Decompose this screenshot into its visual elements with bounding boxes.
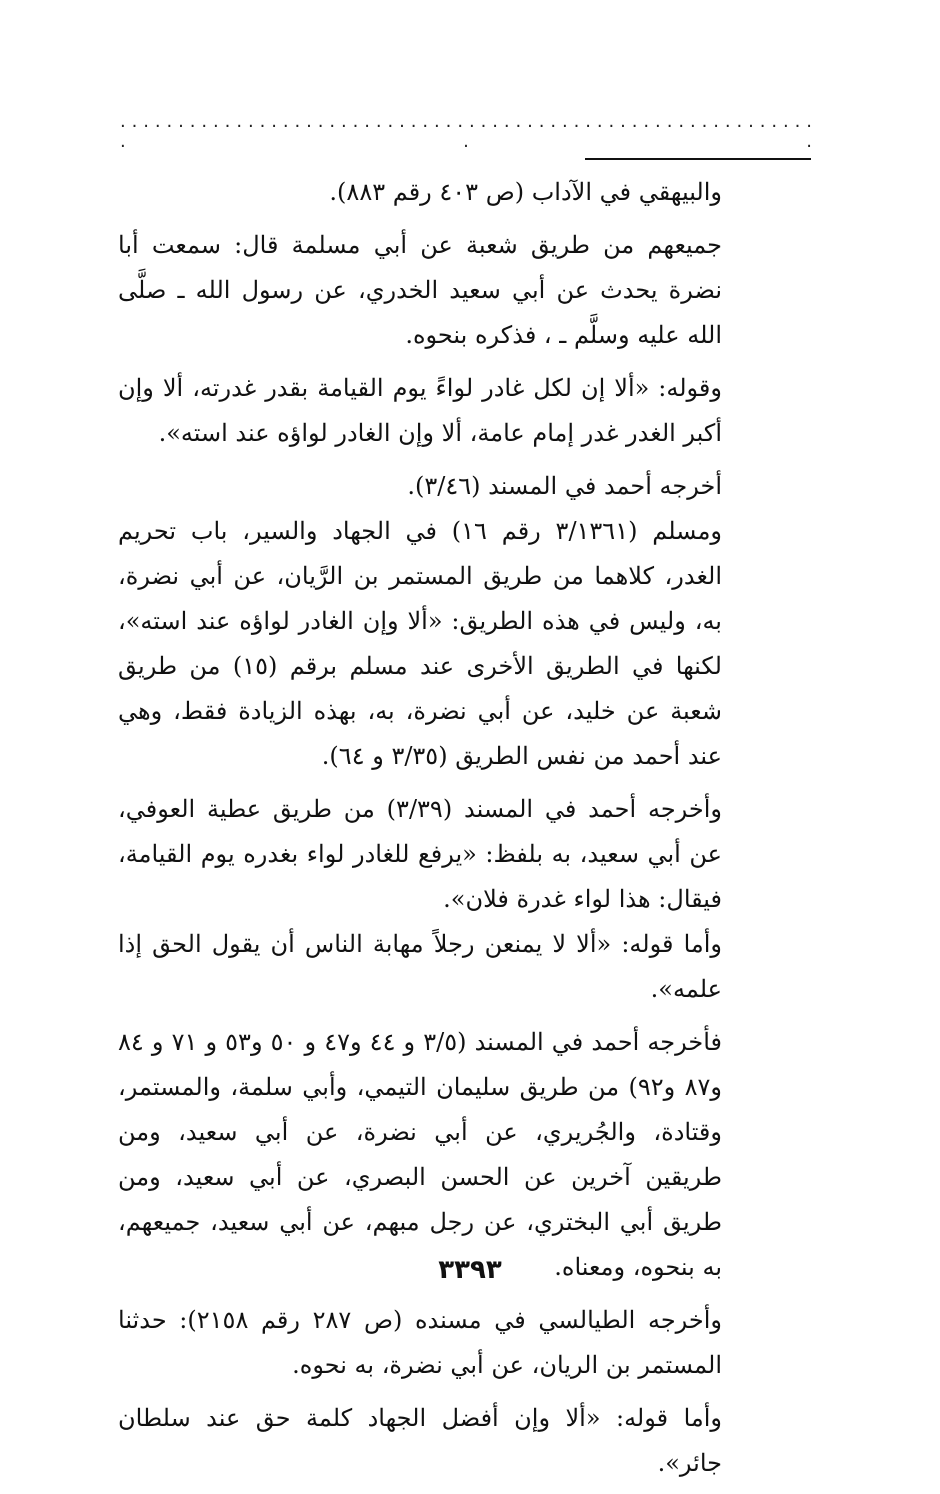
page-number: ٣٣٩٣ [438,1255,502,1285]
paragraph: وأما قوله: «ألا لا يمنعن رجلاً مهابة الناس أن يقول الحق إذا علمه». [118,930,722,1003]
paragraph: وقوله: «ألا إن لكل غادر لواءً يوم القيامة بقدر غدرته، ألا وإن أكبر الغدر غدر إمام عامة، ألا وإن الغادر لواؤه عند استه». [118,374,722,447]
paragraph: وأخرجه أحمد في المسند (٣/٣٩) من طريق عطية العوفي، عن أبي سعيد، به بلفظ: «يرفع للغادر لواء بغدره يوم القيامة، فيقال: هذا لواء غدرة فلان». [118,795,722,913]
page-body [118,170,722,1494]
paragraph: ومسلم (٣/١٣٦١ رقم ١٦) في الجهاد والسير، باب تحريم الغدر، كلاهما من طريق المستمر بن الرَّيان، عن أبي نضرة، به، وليس في هذه الطريق: «ألا وإن الغادر لواؤه عند استه»، لكنها في الطريق الأخرى عند مسلم برقم (١٥) من طريق شعبة عن خليد، عن أبي نضرة، به، بهذه الزيادة فقط، وهي عند أحمد من نفس الطريق (٣/٣٥ و ٦٤). [118,517,723,770]
paragraph: فأخرجه أحمد في المسند (٣/٥ و ٤٤ و٤٧ و ٥٠ و٥٣ و ٧١ و ٨٤ و٨٧ و٩٢) من طريق سليمان التيمي، وأبي سلمة، والمستمر، وقتادة، والجُريري، عن أبي نضرة، عن أبي سعيد، ومن طريقين آخرين عن الحسن البصري، عن أبي سعيد، ومن طريق أبي البختري، عن رجل مبهم، عن أبي سعيد، جميعهم، به بنحوه، ومعناه. [118,1028,723,1281]
top-dotted-line: . . . . . . . . . . . . . . . . . . . . . . . . . . . . . . . . . . . . . . . . . . . . . . . . . . . . . . . . . . . . . . . [120,111,812,152]
paragraph: والبيهقي في الآداب (ص ٤٠٣ رقم ٨٨٣). [329,178,722,206]
paragraph: جميعهم من طريق شعبة عن أبي مسلمة قال: سمعت أبا نضرة يحدث عن أبي سعيد الخدري، عن رسول الله ـ صلَّى الله عليه وسلَّم ـ ، فذكره بنحوه. [118,231,722,349]
footnote-separator-rule [585,158,811,160]
paragraph: وأما قوله: «ألا وإن أفضل الجهاد كلمة حق عند سلطان جائر». [118,1404,722,1477]
paragraph: وأخرجه الطيالسي في مسنده (ص ٢٨٧ رقم ٢١٥٨): حدثنا المستمر بن الريان، عن أبي نضرة، به نحوه. [118,1306,723,1379]
paragraph: أخرجه أحمد في المسند (٣/٤٦). [407,472,722,500]
